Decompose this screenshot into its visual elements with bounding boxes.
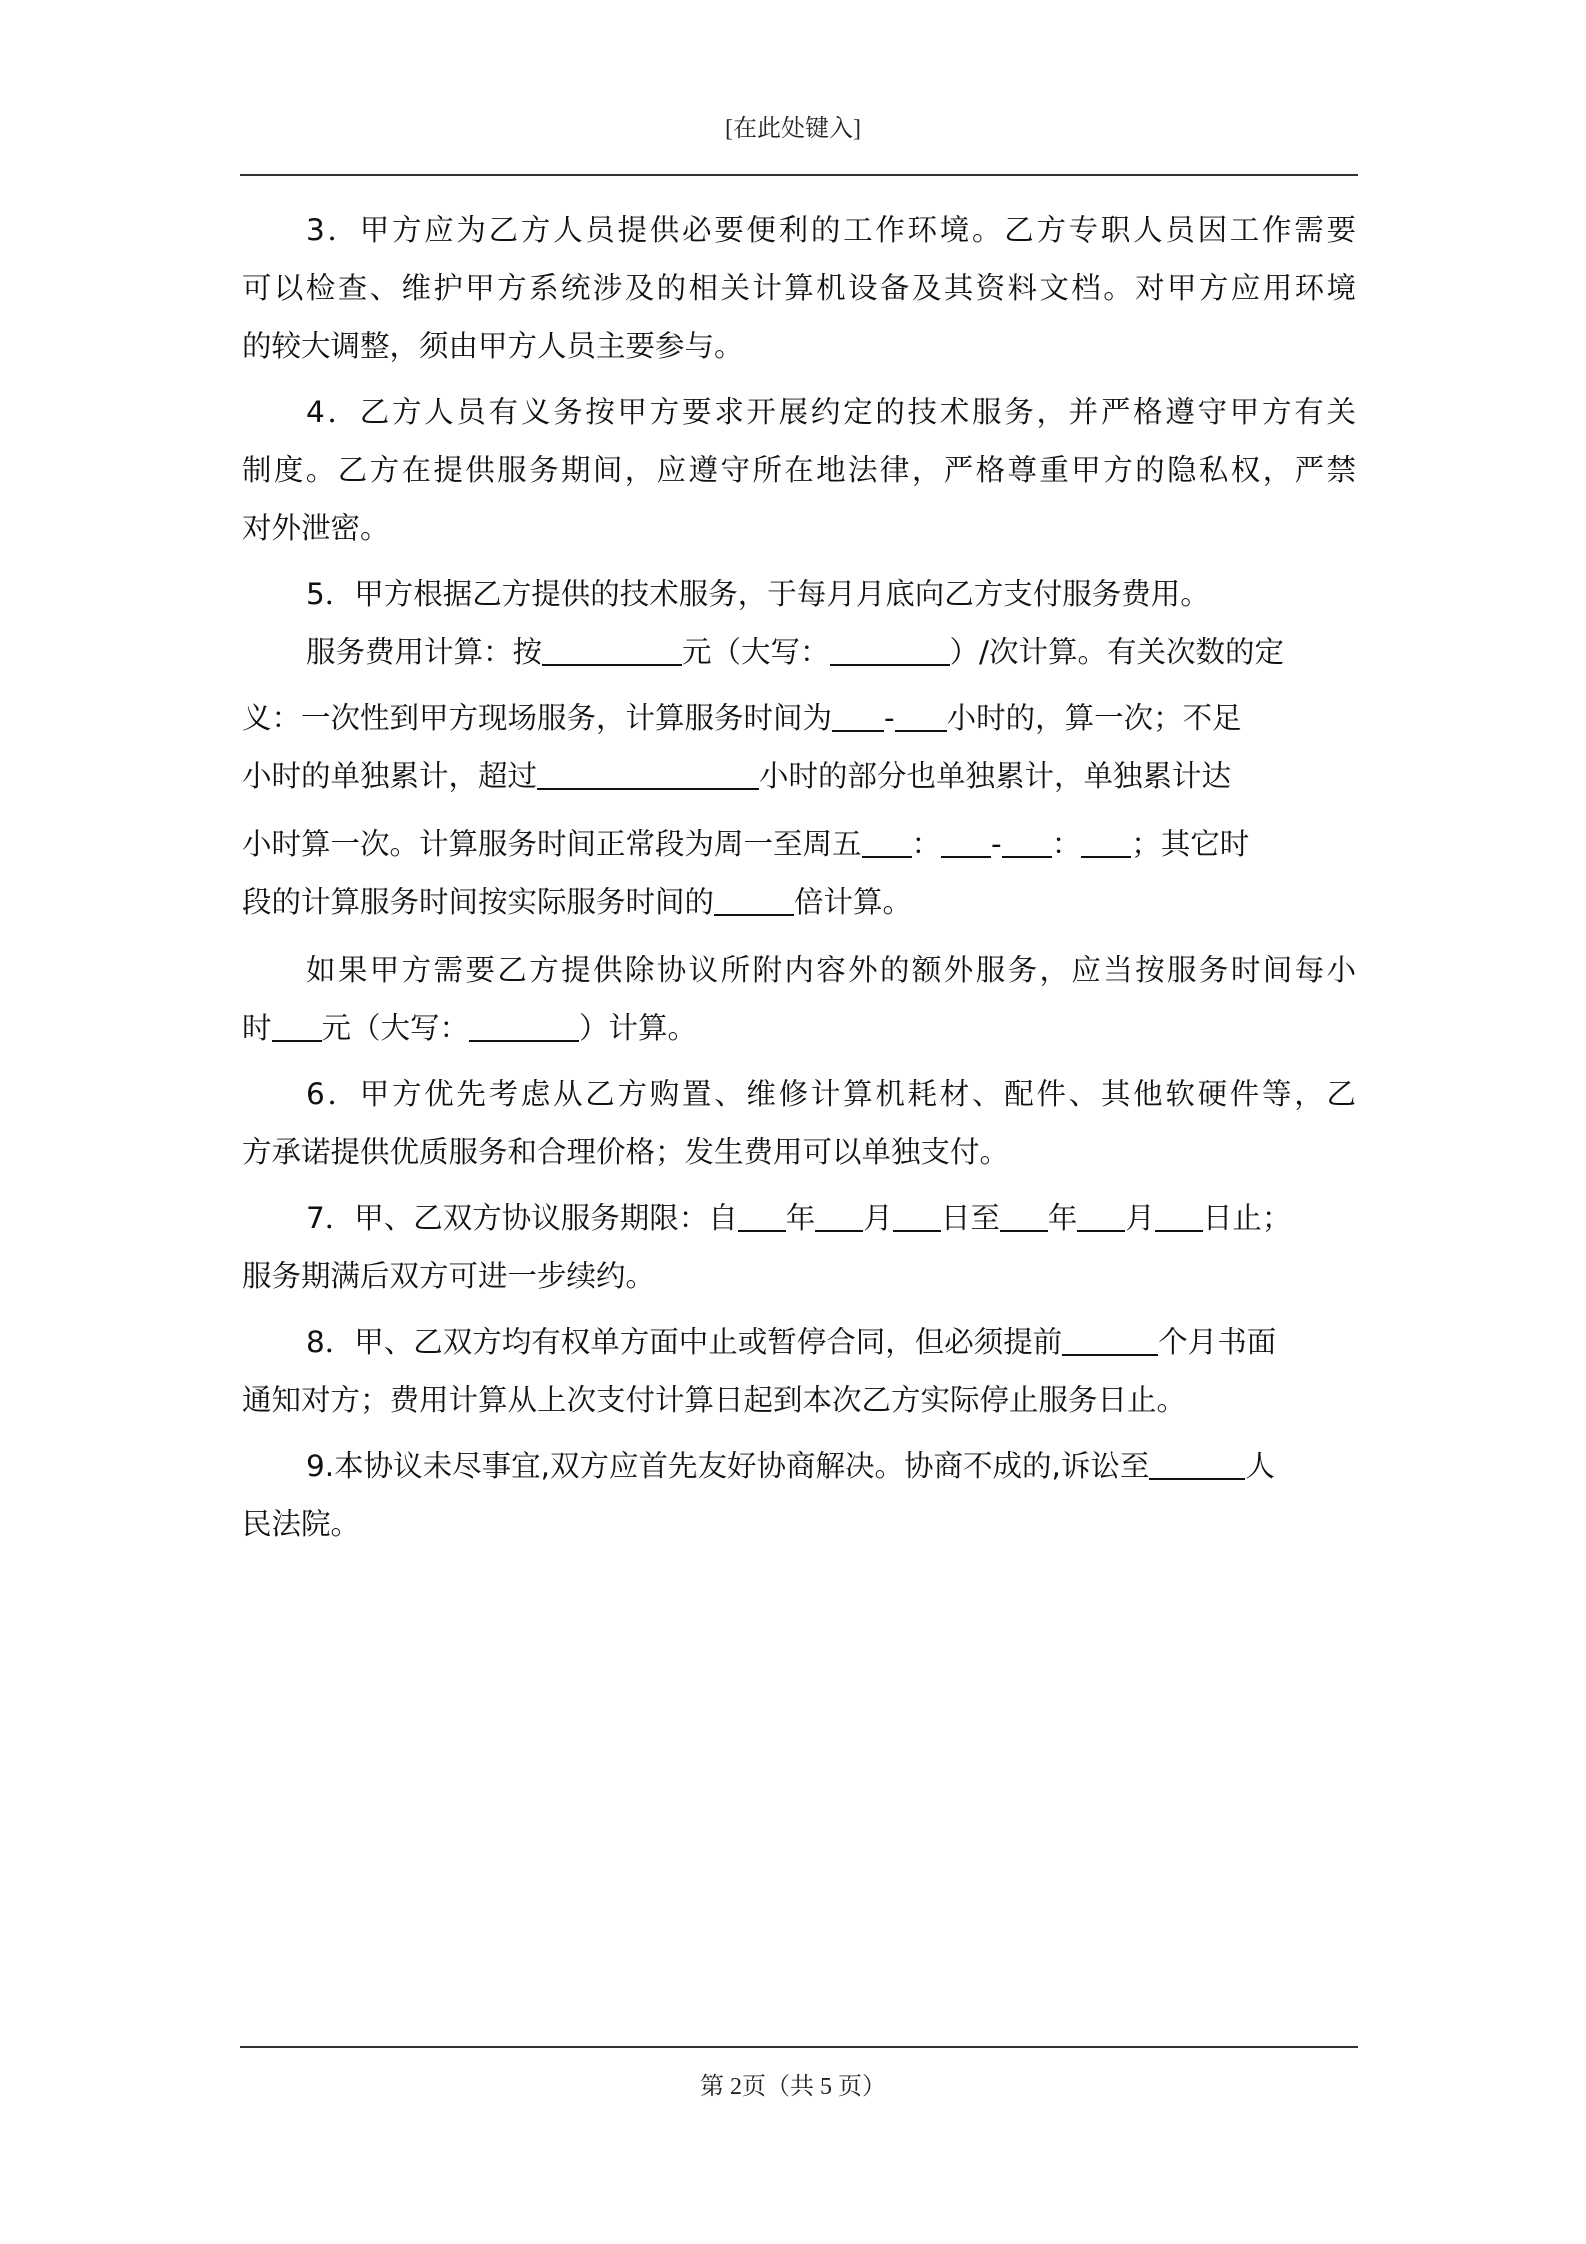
- extra-service-line-1: 如果甲方需要乙方提供除协议所附内容外的额外服务，应当按服务时间每小: [306, 953, 1356, 987]
- clause-9-line-1: [306, 1446, 1356, 1486]
- fee-line-3-text-b: 小时的部分也单独累计，单独累计达: [759, 759, 1232, 793]
- start-hour-blank: [862, 828, 912, 858]
- clause-7-text-g: 日止；: [1202, 1201, 1292, 1235]
- clause-4-line-2: 制度。乙方在提供服务期间，应遵守所在地法律，严格尊重甲方的隐私权，严禁: [242, 453, 1356, 487]
- clause-7-text-b: 年: [785, 1201, 816, 1235]
- clause-7-text-d: 日至: [940, 1201, 1000, 1235]
- hourly-fee-blank: [272, 1012, 322, 1042]
- clause-8-line-1: [306, 1322, 1356, 1362]
- clause-6-line-2: 方承诺提供优质服务和合理价格；发生费用可以单独支付。: [242, 1135, 1010, 1169]
- fee-line-4-colon-2: ：: [1051, 827, 1082, 861]
- fee-line-4-text-e: ；其它时: [1131, 827, 1250, 861]
- start-year-blank: [738, 1202, 786, 1232]
- fee-line-5-text-a: 段的计算服务时间按实际服务时间的: [242, 885, 715, 919]
- clause-9-text-a: 9.本协议未尽事宜,双方应首先友好协商解决。协商不成的,诉讼至: [306, 1449, 1150, 1483]
- header-divider: [240, 174, 1358, 176]
- fee-line-3: [242, 756, 1356, 796]
- clause-5-line-1: 5．甲方根据乙方提供的技术服务，于每月月底向乙方支付服务费用。: [306, 577, 1210, 611]
- clause-7-text-c: 月: [863, 1201, 893, 1235]
- fee-line-4-text-a: 小时算一次。计算服务时间正常段为周一至周五: [242, 827, 862, 861]
- clause-3-line-3: 的较大调整，须由甲方人员主要参与。: [242, 329, 744, 363]
- clause-7-text-f: 月: [1125, 1201, 1155, 1235]
- extra-service-line-2-text-c: ）计算。: [579, 1011, 698, 1045]
- clause-8-line-2: 通知对方；费用计算从上次支付计算日起到本次乙方实际停止服务日止。: [242, 1383, 1187, 1417]
- clause-8-text-b: 个月书面: [1158, 1325, 1277, 1359]
- fee-uppercase-blank: [830, 636, 950, 666]
- fee-line-2-text-a: 义：一次性到甲方现场服务，计算服务时间为: [242, 701, 833, 735]
- fee-line-1-text-b: 元（大写：: [682, 635, 830, 669]
- footer-divider: [240, 2046, 1358, 2048]
- fee-line-4: [242, 824, 1356, 864]
- fee-line-4-dash: -: [991, 827, 1002, 861]
- clause-3-line-2: 可以检查、维护甲方系统涉及的相关计算机设备及其资料文档。对甲方应用环境: [242, 271, 1356, 305]
- start-day-blank: [893, 1202, 941, 1232]
- clause-7-text-e: 年: [1047, 1201, 1078, 1235]
- clause-6-line-1: 6．甲方优先考虑从乙方购置、维修计算机耗材、配件、其他软硬件等，乙: [306, 1077, 1356, 1111]
- fee-line-1-text-a: 服务费用计算：按: [306, 635, 543, 669]
- fee-line-3-text-a: 小时的单独累计，超过: [242, 759, 538, 793]
- start-minute-blank: [941, 828, 991, 858]
- fee-line-1-text-c: ）/次计算。有关次数的定: [949, 635, 1284, 669]
- clause-7-line-2: 服务期满后双方可进一步续约。: [242, 1259, 656, 1293]
- fee-line-5: [242, 882, 1356, 922]
- fee-line-4-colon-1: ：: [911, 827, 942, 861]
- page-number-footer: 第 2页（共 5 页）: [700, 2074, 886, 2100]
- end-month-blank: [1077, 1202, 1125, 1232]
- start-month-blank: [815, 1202, 863, 1232]
- fee-line-2-dash: -: [884, 701, 895, 735]
- clause-4-line-1: 4．乙方人员有义务按甲方要求开展约定的技术服务，并严格遵守甲方有关: [306, 395, 1356, 429]
- multiplier-blank: [714, 886, 794, 916]
- fee-line-2-text-c: 小时的，算一次；不足: [946, 701, 1242, 735]
- clause-9-line-2: 民法院。: [242, 1507, 361, 1541]
- end-hour-blank: [1002, 828, 1052, 858]
- clause-9-text-b: 人: [1245, 1449, 1275, 1483]
- end-minute-blank: [1081, 828, 1131, 858]
- service-hours-min-blank: [832, 702, 884, 732]
- page-header: [在此处键入]: [725, 116, 861, 142]
- service-hours-max-blank: [895, 702, 947, 732]
- extra-service-line-2-text-a: 时: [242, 1011, 272, 1045]
- hourly-fee-uppercase-blank: [469, 1012, 579, 1042]
- extra-service-line-2: [242, 1008, 1356, 1048]
- fee-per-visit-blank: [542, 636, 682, 666]
- clause-8-text-a: 8．甲、乙双方均有权单方面中止或暂停合同，但必须提前: [306, 1325, 1063, 1359]
- clause-7-line-1: [306, 1198, 1356, 1238]
- clause-4-line-3: 对外泄密。: [242, 511, 390, 545]
- fee-line-5-text-b: 倍计算。: [794, 885, 913, 919]
- end-day-blank: [1155, 1202, 1203, 1232]
- fee-line-1: [306, 632, 1356, 672]
- clause-7-text-a: 7．甲、乙双方协议服务期限：自: [306, 1201, 738, 1235]
- fee-line-2: [242, 698, 1356, 738]
- extra-service-line-2-text-b: 元（大写：: [321, 1011, 470, 1045]
- excess-hours-blank: [537, 760, 759, 790]
- notice-months-blank: [1062, 1326, 1158, 1356]
- end-year-blank: [1000, 1202, 1048, 1232]
- clause-3-line-1: 3．甲方应为乙方人员提供必要便利的工作环境。乙方专职人员因工作需要: [306, 213, 1356, 247]
- court-name-blank: [1149, 1450, 1245, 1480]
